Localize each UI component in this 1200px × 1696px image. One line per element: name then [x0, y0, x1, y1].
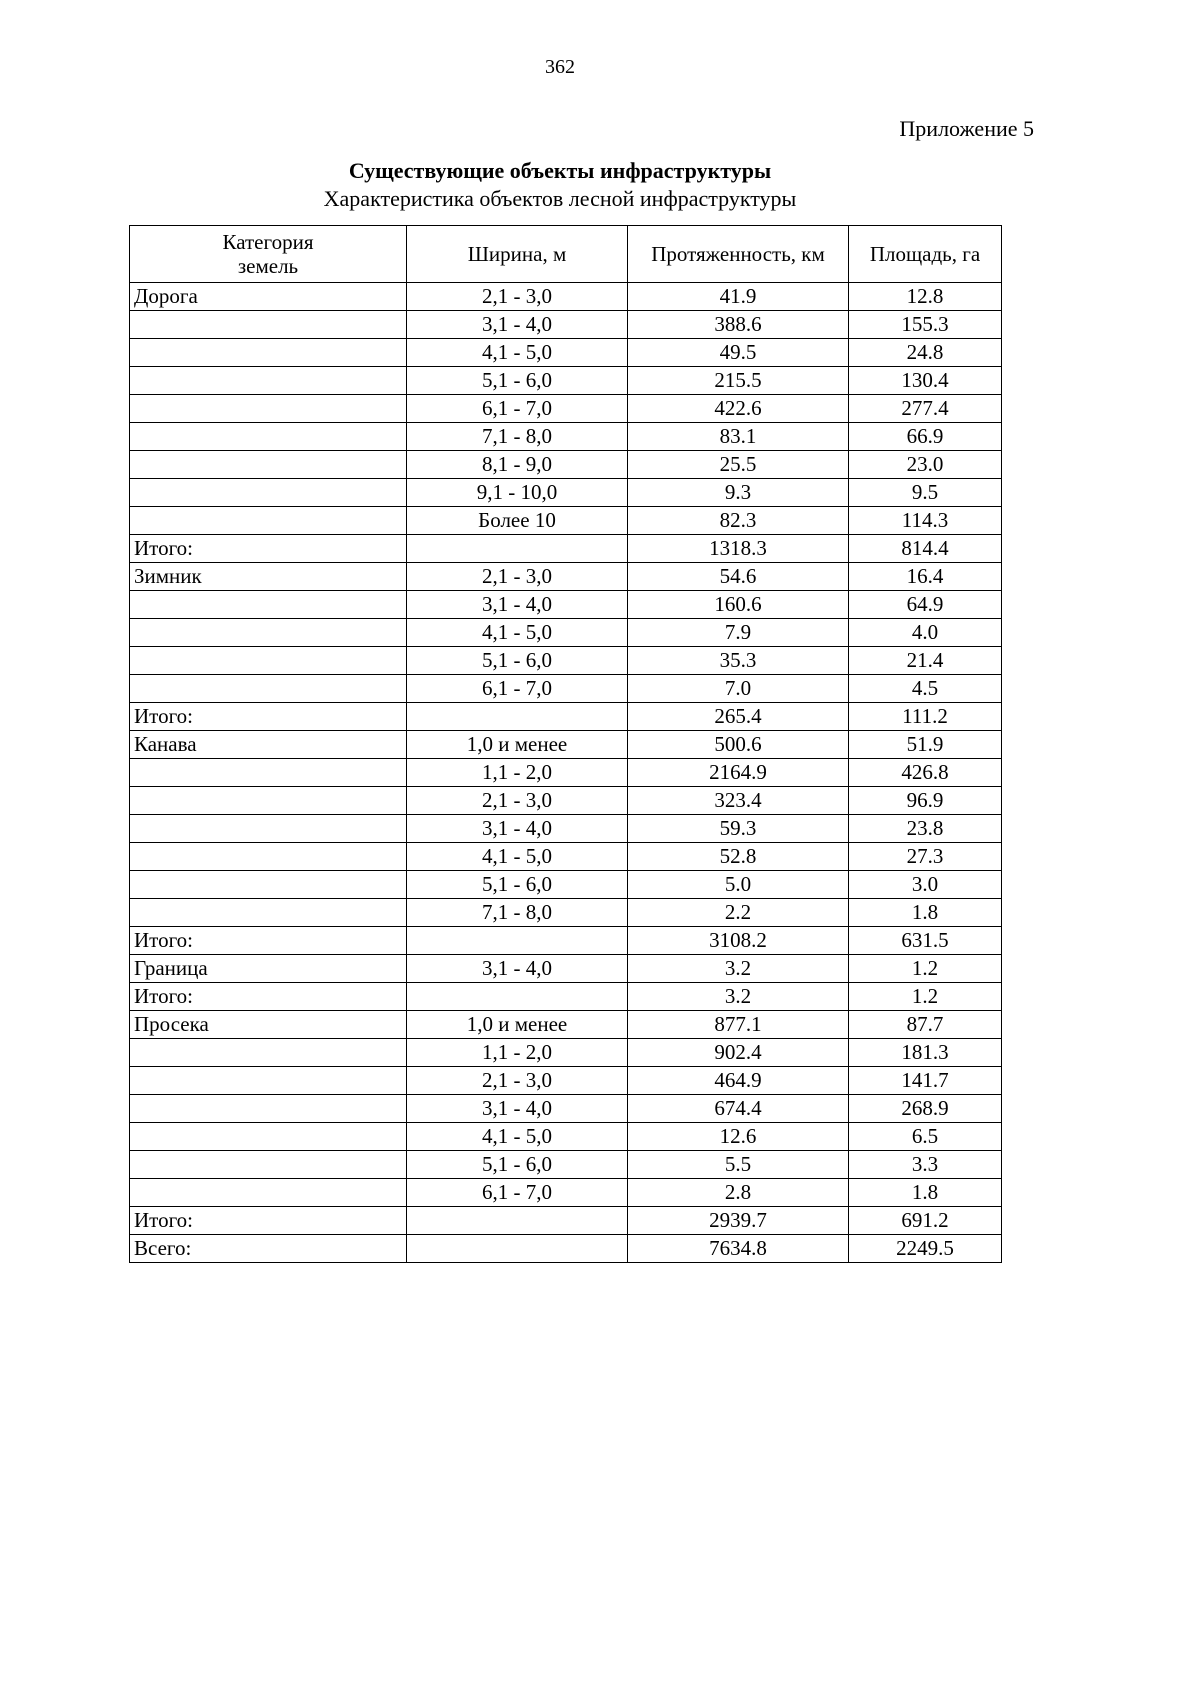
cell-category	[130, 619, 407, 647]
cell-width: 3,1 - 4,0	[407, 591, 628, 619]
table-body	[130, 283, 1002, 1263]
cell-category	[130, 675, 407, 703]
cell-length: 2164.9	[628, 759, 849, 787]
header-width: Ширина, м	[407, 226, 628, 283]
cell-length: 12.6	[628, 1123, 849, 1151]
cell-length: 7.9	[628, 619, 849, 647]
header-length: Протяженность, км	[628, 226, 849, 283]
cell-width: 6,1 - 7,0	[407, 1179, 628, 1207]
cell-length: 7.0	[628, 675, 849, 703]
cell-category: Итого:	[130, 927, 407, 955]
table-row	[130, 1179, 1002, 1207]
cell-area: 268.9	[849, 1095, 1002, 1123]
cell-width: 1,1 - 2,0	[407, 1039, 628, 1067]
cell-category	[130, 843, 407, 871]
cell-area: 87.7	[849, 1011, 1002, 1039]
cell-width: 7,1 - 8,0	[407, 423, 628, 451]
cell-category	[130, 1123, 407, 1151]
cell-width	[407, 1235, 628, 1263]
cell-length: 35.3	[628, 647, 849, 675]
cell-area: 12.8	[849, 283, 1002, 311]
cell-category	[130, 1095, 407, 1123]
cell-category	[130, 451, 407, 479]
cell-area: 23.0	[849, 451, 1002, 479]
cell-category	[130, 815, 407, 843]
header-category: Категория земель	[130, 226, 407, 283]
cell-category	[130, 647, 407, 675]
cell-category: Дорога	[130, 283, 407, 311]
table-row	[130, 787, 1002, 815]
cell-length: 2.8	[628, 1179, 849, 1207]
cell-category	[130, 759, 407, 787]
table-row	[130, 591, 1002, 619]
cell-area: 130.4	[849, 367, 1002, 395]
cell-category	[130, 339, 407, 367]
cell-length: 388.6	[628, 311, 849, 339]
cell-category	[130, 1151, 407, 1179]
table-row	[130, 395, 1002, 423]
cell-category	[130, 871, 407, 899]
cell-width: 5,1 - 6,0	[407, 647, 628, 675]
cell-category	[130, 311, 407, 339]
cell-length: 674.4	[628, 1095, 849, 1123]
cell-length: 5.5	[628, 1151, 849, 1179]
cell-length: 5.0	[628, 871, 849, 899]
cell-length: 52.8	[628, 843, 849, 871]
cell-width: 3,1 - 4,0	[407, 815, 628, 843]
table-row	[130, 563, 1002, 591]
header-area: Площадь, га	[849, 226, 1002, 283]
cell-width: 2,1 - 3,0	[407, 1067, 628, 1095]
cell-length: 9.3	[628, 479, 849, 507]
table-row	[130, 283, 1002, 311]
cell-category	[130, 1039, 407, 1067]
table-row	[130, 759, 1002, 787]
cell-width: 5,1 - 6,0	[407, 1151, 628, 1179]
table-row	[130, 675, 1002, 703]
table-row	[130, 1067, 1002, 1095]
cell-area: 64.9	[849, 591, 1002, 619]
cell-category	[130, 479, 407, 507]
cell-area: 691.2	[849, 1207, 1002, 1235]
cell-area: 1.2	[849, 983, 1002, 1011]
cell-width: 4,1 - 5,0	[407, 1123, 628, 1151]
cell-area: 51.9	[849, 731, 1002, 759]
cell-width	[407, 983, 628, 1011]
cell-length: 160.6	[628, 591, 849, 619]
table-row	[130, 955, 1002, 983]
cell-width: 3,1 - 4,0	[407, 311, 628, 339]
cell-length: 464.9	[628, 1067, 849, 1095]
cell-width	[407, 1207, 628, 1235]
cell-category	[130, 1067, 407, 1095]
cell-width: 5,1 - 6,0	[407, 871, 628, 899]
cell-area: 426.8	[849, 759, 1002, 787]
table-row	[130, 423, 1002, 451]
table-row	[130, 451, 1002, 479]
cell-category	[130, 367, 407, 395]
cell-area: 66.9	[849, 423, 1002, 451]
cell-length: 41.9	[628, 283, 849, 311]
cell-length: 3.2	[628, 955, 849, 983]
cell-area: 96.9	[849, 787, 1002, 815]
cell-width	[407, 703, 628, 731]
cell-area: 9.5	[849, 479, 1002, 507]
cell-area: 2249.5	[849, 1235, 1002, 1263]
cell-width: 4,1 - 5,0	[407, 339, 628, 367]
cell-width: 5,1 - 6,0	[407, 367, 628, 395]
cell-length: 7634.8	[628, 1235, 849, 1263]
cell-length: 265.4	[628, 703, 849, 731]
cell-category	[130, 507, 407, 535]
cell-length: 83.1	[628, 423, 849, 451]
cell-area: 24.8	[849, 339, 1002, 367]
cell-width: 4,1 - 5,0	[407, 619, 628, 647]
cell-area: 1.2	[849, 955, 1002, 983]
table-row	[130, 983, 1002, 1011]
cell-area: 114.3	[849, 507, 1002, 535]
table-row	[130, 1011, 1002, 1039]
cell-length: 1318.3	[628, 535, 849, 563]
cell-area: 16.4	[849, 563, 1002, 591]
cell-category: Зимник	[130, 563, 407, 591]
table-row	[130, 1151, 1002, 1179]
cell-category	[130, 423, 407, 451]
cell-category: Всего:	[130, 1235, 407, 1263]
cell-width: 9,1 - 10,0	[407, 479, 628, 507]
cell-width: 2,1 - 3,0	[407, 787, 628, 815]
cell-area: 181.3	[849, 1039, 1002, 1067]
cell-area: 3.0	[849, 871, 1002, 899]
table-row	[130, 927, 1002, 955]
cell-area: 27.3	[849, 843, 1002, 871]
cell-category	[130, 591, 407, 619]
table-row	[130, 1095, 1002, 1123]
cell-length: 49.5	[628, 339, 849, 367]
appendix-label: Приложение 5	[899, 116, 1034, 141]
cell-category: Итого:	[130, 703, 407, 731]
cell-length: 2.2	[628, 899, 849, 927]
cell-area: 23.8	[849, 815, 1002, 843]
page-number: 362	[545, 56, 575, 78]
cell-width: 3,1 - 4,0	[407, 955, 628, 983]
document-subtitle: Характеристика объектов лесной инфраструктуры	[323, 186, 797, 211]
table-row	[130, 899, 1002, 927]
cell-length: 2939.7	[628, 1207, 849, 1235]
cell-length: 323.4	[628, 787, 849, 815]
table-row	[130, 507, 1002, 535]
cell-width: 2,1 - 3,0	[407, 563, 628, 591]
table-row	[130, 871, 1002, 899]
cell-width: 1,1 - 2,0	[407, 759, 628, 787]
cell-width: 7,1 - 8,0	[407, 899, 628, 927]
cell-area: 21.4	[849, 647, 1002, 675]
table-row	[130, 1207, 1002, 1235]
cell-width	[407, 927, 628, 955]
cell-category: Граница	[130, 955, 407, 983]
cell-width: 8,1 - 9,0	[407, 451, 628, 479]
table-row	[130, 311, 1002, 339]
cell-area: 277.4	[849, 395, 1002, 423]
table-row	[130, 843, 1002, 871]
cell-width: 6,1 - 7,0	[407, 395, 628, 423]
cell-area: 3.3	[849, 1151, 1002, 1179]
table-row	[130, 619, 1002, 647]
cell-width: 1,0 и менее	[407, 1011, 628, 1039]
cell-length: 215.5	[628, 367, 849, 395]
table-row	[130, 535, 1002, 563]
cell-width: 6,1 - 7,0	[407, 675, 628, 703]
cell-area: 631.5	[849, 927, 1002, 955]
cell-area: 155.3	[849, 311, 1002, 339]
table-row	[130, 367, 1002, 395]
cell-width: 2,1 - 3,0	[407, 283, 628, 311]
table-row	[130, 1235, 1002, 1263]
cell-category	[130, 899, 407, 927]
cell-length: 500.6	[628, 731, 849, 759]
cell-length: 59.3	[628, 815, 849, 843]
cell-area: 1.8	[849, 1179, 1002, 1207]
table-row	[130, 703, 1002, 731]
cell-length: 902.4	[628, 1039, 849, 1067]
cell-width: Более 10	[407, 507, 628, 535]
cell-length: 3.2	[628, 983, 849, 1011]
table-row	[130, 1039, 1002, 1067]
cell-category	[130, 787, 407, 815]
document-title: Существующие объекты инфраструктуры	[348, 158, 772, 183]
table-row	[130, 339, 1002, 367]
cell-area: 1.8	[849, 899, 1002, 927]
table-row	[130, 479, 1002, 507]
cell-width	[407, 535, 628, 563]
cell-category: Итого:	[130, 535, 407, 563]
cell-area: 4.5	[849, 675, 1002, 703]
cell-category: Канава	[130, 731, 407, 759]
table-row	[130, 1123, 1002, 1151]
cell-length: 877.1	[628, 1011, 849, 1039]
cell-length: 3108.2	[628, 927, 849, 955]
cell-area: 141.7	[849, 1067, 1002, 1095]
cell-category: Просека	[130, 1011, 407, 1039]
cell-area: 6.5	[849, 1123, 1002, 1151]
cell-area: 111.2	[849, 703, 1002, 731]
cell-width: 1,0 и менее	[407, 731, 628, 759]
cell-length: 82.3	[628, 507, 849, 535]
cell-category	[130, 1179, 407, 1207]
table-row	[130, 731, 1002, 759]
cell-category: Итого:	[130, 1207, 407, 1235]
cell-category	[130, 395, 407, 423]
cell-width: 4,1 - 5,0	[407, 843, 628, 871]
table-row	[130, 647, 1002, 675]
cell-category: Итого:	[130, 983, 407, 1011]
cell-area: 4.0	[849, 619, 1002, 647]
cell-length: 54.6	[628, 563, 849, 591]
cell-length: 422.6	[628, 395, 849, 423]
table-row	[130, 815, 1002, 843]
cell-length: 25.5	[628, 451, 849, 479]
table-header-row	[130, 226, 1002, 283]
cell-width: 3,1 - 4,0	[407, 1095, 628, 1123]
infrastructure-table	[129, 225, 1002, 1263]
cell-area: 814.4	[849, 535, 1002, 563]
